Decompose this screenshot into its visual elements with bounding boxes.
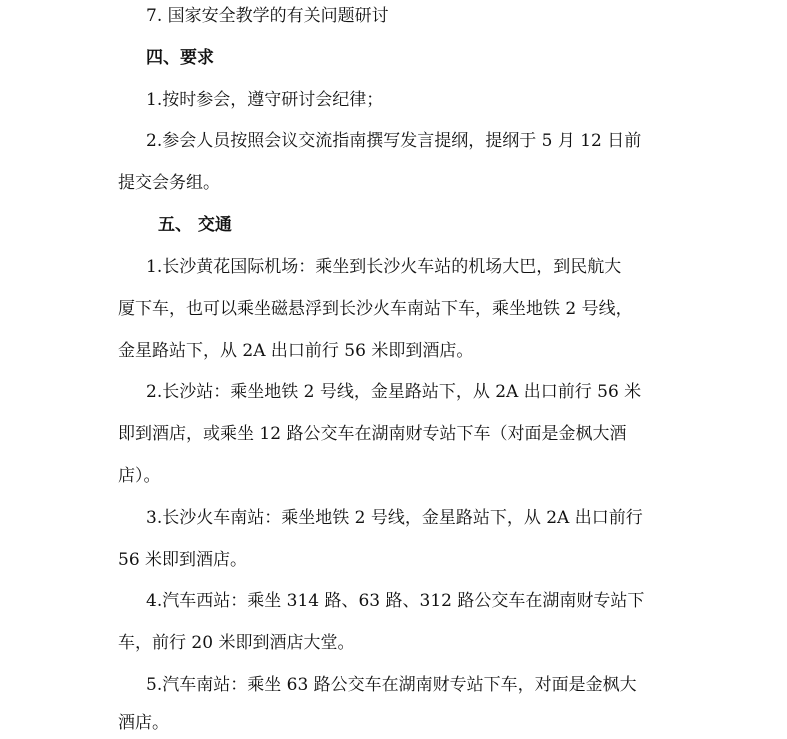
transport-item-1: 1.长沙黄花国际机场：乘坐到长沙火车站的机场大巴，到民航大 <box>146 257 622 277</box>
transport-item-5: 5.汽车南站：乘坐 63 路公交车在湖南财专站下车，对面是金枫大 <box>146 675 637 695</box>
transport-item-1-cont: 金星路站下，从 2A 出口前行 56 米即到酒店。 <box>118 341 474 361</box>
section-heading-requirements: 四、要求 <box>146 48 214 68</box>
transport-item-2: 2.长沙站：乘坐地铁 2 号线，金星路站下，从 2A 出口前行 56 米 <box>146 382 642 402</box>
transport-item-1-cont: 厦下车，也可以乘坐磁悬浮到长沙火车南站下车，乘坐地铁 2 号线， <box>118 299 633 319</box>
transport-item-2-cont: 店）。 <box>118 466 161 486</box>
section-heading-transport: 五、 交通 <box>158 215 232 235</box>
agenda-item-7: 7. 国家安全教学的有关问题研讨 <box>146 6 389 26</box>
requirement-item-2-cont: 提交会务组。 <box>118 173 220 193</box>
transport-item-4: 4.汽车西站：乘坐 314 路、63 路、312 路公交车在湖南财专站下 <box>146 591 645 611</box>
requirement-item-2: 2.参会人员按照会议交流指南撰写发言提纲，提纲于 5 月 12 日前 <box>146 131 642 151</box>
transport-item-2-cont: 即到酒店，或乘坐 12 路公交车在湖南财专站下车（对面是金枫大酒 <box>118 424 627 444</box>
requirement-item-1: 1.按时参会，遵守研讨会纪律； <box>146 90 384 110</box>
transport-item-3-cont: 56 米即到酒店。 <box>118 550 248 570</box>
transport-item-4-cont: 车，前行 20 米即到酒店大堂。 <box>118 633 355 653</box>
transport-item-3: 3.长沙火车南站：乘坐地铁 2 号线，金星路站下，从 2A 出口前行 <box>146 508 643 528</box>
transport-item-5-cont: 酒店。 <box>118 713 169 733</box>
